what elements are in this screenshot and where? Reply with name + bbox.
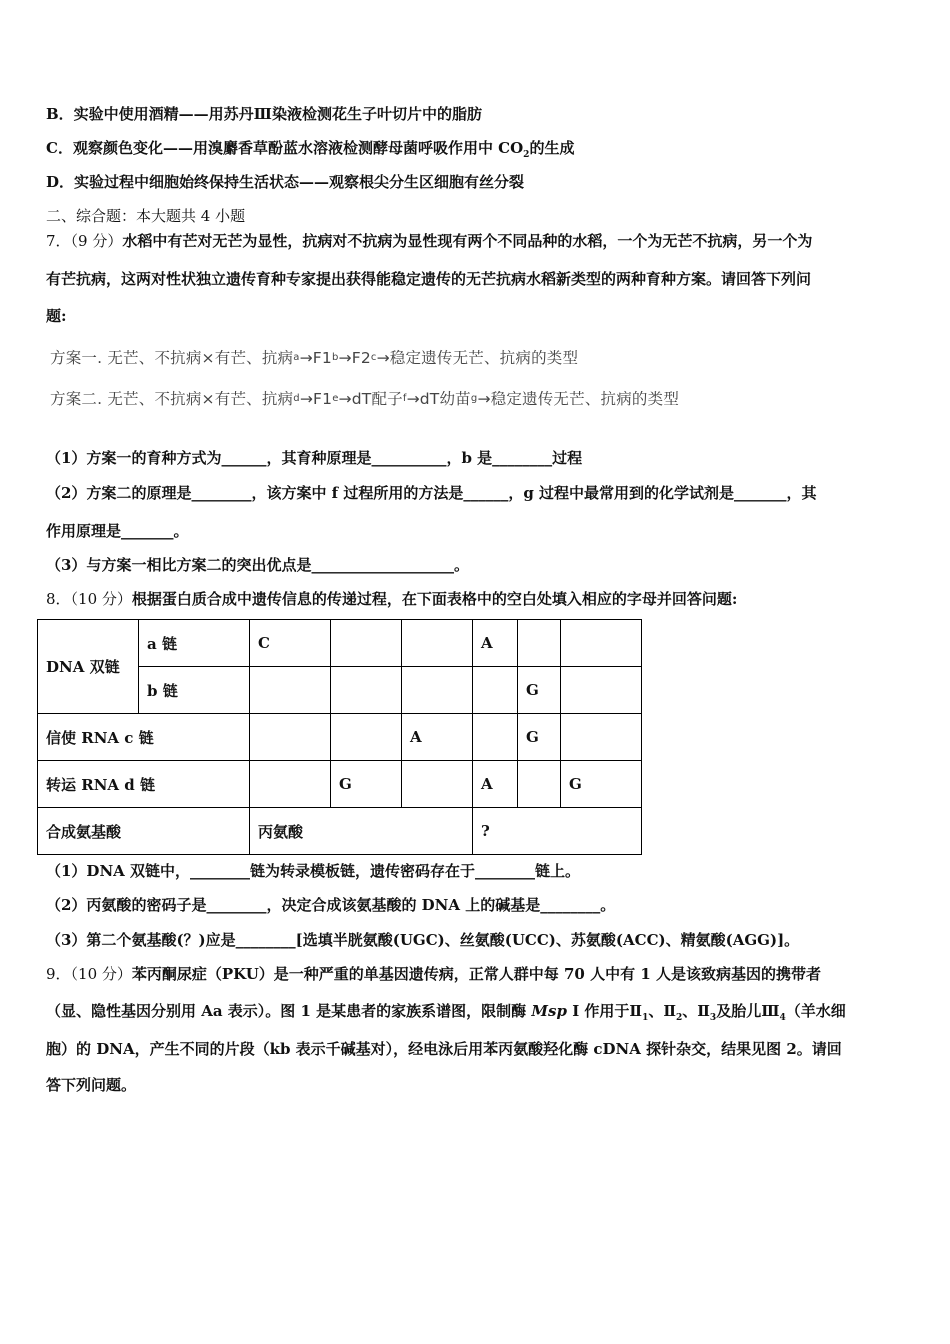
subscript: 4 [779,1013,786,1023]
table-cell: A [473,761,518,808]
q9-line3: 胞）的 DNA，产生不同的片段（kb 表示千碱基对），经电泳后用苯丙氨酸羟化酶 cDNA 探针杂交，结果见图 2。请回 [46,1040,842,1058]
q7-text1: 水稻中有芒对无芒为显性，抗病对不抗病为显性现有两个不同品种的水稻，一个为无芒不抗病，另一个为 [122,232,813,250]
table-cell [402,761,473,808]
q7-sub2: （2）方案二的原理是________，该方案中 f 过程所用的方法是______，g 过程中最常用到的化学试剂是_______，其 [46,484,817,502]
scheme-two-gamete: dT配子 [351,390,403,408]
table-row [38,620,642,667]
b-chain-label: b 链 [139,667,250,714]
amino-acid-1: 丙氨酸 [250,808,473,855]
q9-text2d: （羊水细 [785,1002,846,1020]
q7-sub2-cont: 作用原理是_______。 [46,522,189,540]
trna-label: 转运 RNA d 链 [38,761,250,808]
q7-line1 [46,230,812,251]
q7-line3: 题: [46,307,67,325]
option-c-subscript: 2 [523,150,530,160]
scheme-two-step-e: e [332,393,339,404]
scheme-two-prefix: 方案二. 无芒、不抗病×有芒、抗病 [50,390,294,408]
table-row [38,714,642,761]
option-c-suffix: 的生成 [529,139,575,157]
subscript: 1 [642,1013,649,1023]
scheme-one-f2: F2 [351,349,371,367]
q9-sep: 、Ⅱ [682,1002,710,1020]
table-row [38,808,642,855]
scheme-two-step-d: d [293,393,300,404]
table-cell: A [402,714,473,761]
table-cell [250,667,331,714]
q7-sub1: （1）方案一的育种方式为______，其育种原理是__________，b 是________过程 [46,449,583,467]
q9-text2c: 及胎儿Ⅲ [716,1002,780,1020]
table-cell: G [518,714,561,761]
q8-sub3: （3）第二个氨基酸(？)应是________[选填半胱氨酸(UGC)、丝氨酸(UCC)、苏氨酸(ACC)、精氨酸(AGG)]。 [46,931,800,949]
q8-number: 8．（10 分） [46,590,132,608]
q9-line1 [46,963,821,984]
table-cell [518,761,561,808]
q8-sub1: （1）DNA 双链中，________链为转录模板链，遗传密码存在于________链上。 [46,862,581,880]
q9-line4: 答下列问题。 [46,1076,137,1094]
table-cell [331,620,402,667]
table-cell [402,667,473,714]
table-cell [561,620,642,667]
table-cell [473,667,518,714]
table-cell: G [561,761,642,808]
q9-text2b: I 作用于Ⅱ [566,1002,643,1020]
table-cell [561,667,642,714]
table-cell [331,714,402,761]
scheme-two-f1: F1 [313,390,333,408]
scheme-one-prefix: 方案一. 无芒、不抗病×有芒、抗病 [50,349,294,367]
table-cell: C [250,620,331,667]
table-cell: G [331,761,402,808]
scheme-one-f1: F1 [312,349,332,367]
q7-sub3: （3）与方案一相比方案二的突出优点是___________________。 [46,556,469,574]
subscript: 2 [676,1013,683,1023]
table-cell [518,620,561,667]
scheme-one-step-a: a [293,352,300,363]
scheme-one-step-b: b [331,352,339,363]
table-cell [250,714,331,761]
mrna-label: 信使 RNA c 链 [38,714,250,761]
enzyme-name: Msp [531,1002,567,1020]
dna-table [37,619,642,855]
table-cell: A [473,620,518,667]
q8-line1 [46,588,737,609]
table-cell [402,620,473,667]
scheme-two-step-f: f [402,393,407,404]
scheme-one-step-c: c [370,352,377,363]
option-b: B．实验中使用酒精——用苏丹Ⅲ染液检测花生子叶切片中的脂肪 [46,105,482,123]
subscript: 3 [709,1013,717,1023]
scheme-two-step-g: g [470,393,478,404]
q9-line2 [46,1000,846,1023]
table-cell [331,667,402,714]
table-row [38,761,642,808]
option-c [46,137,574,160]
scheme-two-seedling: dT幼苗 [419,390,471,408]
table-cell [473,714,518,761]
scheme-two-suffix: 稳定遗传无芒、抗病的类型 [490,390,680,408]
a-chain-label: a 链 [139,620,250,667]
option-d: D．实验过程中细胞始终保持生活状态——观察根尖分生区细胞有丝分裂 [46,173,525,191]
q9-number: 9．（10 分） [46,965,132,983]
amino-acid-2: ? [473,808,642,855]
dna-label: DNA 双链 [38,620,139,714]
scheme-one-suffix: 稳定遗传无芒、抗病的类型 [389,349,579,367]
table-cell [250,761,331,808]
scheme-two: 方案二. 无芒、不抗病×有芒、抗病$^d\to F1^e\to dT$配子$^f$→dT幼苗$^g$→稳定遗传无芒、抗病的类型 [50,390,680,408]
q7-line2: 有芒抗病，这两对性状独立遗传育种专家提出获得能稳定遗传的无芒抗病水稻新类型的两种育种方案。请回答下列问 [46,270,812,288]
q7-number: 7．（9 分） [46,232,123,250]
scheme-one: 方案一. 无芒、不抗病×有芒、抗病$^a\to F1^b\to F2^c\to$稳定遗传无芒、抗病的类型 [50,349,579,367]
q8-sub2: （2）丙氨酸的密码子是________，决定合成该氨基酸的 DNA 上的碱基是________。 [46,896,616,914]
section-heading: 二、综合题：本大题共 4 小题 [46,207,246,225]
amino-acid-label: 合成氨基酸 [38,808,250,855]
table-cell: G [518,667,561,714]
option-c-text: C．观察颜色变化——用溴麝香草酚蓝水溶液检测酵母菌呼吸作用中 CO [46,139,524,157]
q9-text2: （显、隐性基因分别用 Aa 表示）。图 1 是某患者的家族系谱图，限制酶 [46,1002,532,1020]
q8-text: 根据蛋白质合成中遗传信息的传递过程，在下面表格中的空白处填入相应的字母并回答问题: [131,590,738,608]
q9-sep: 、Ⅱ [648,1002,676,1020]
table-cell [561,714,642,761]
q9-text1: 苯丙酮尿症（PKU）是一种严重的单基因遗传病，正常人群中每 70 人中有 1 人是该致病基因的携带者 [131,965,821,983]
